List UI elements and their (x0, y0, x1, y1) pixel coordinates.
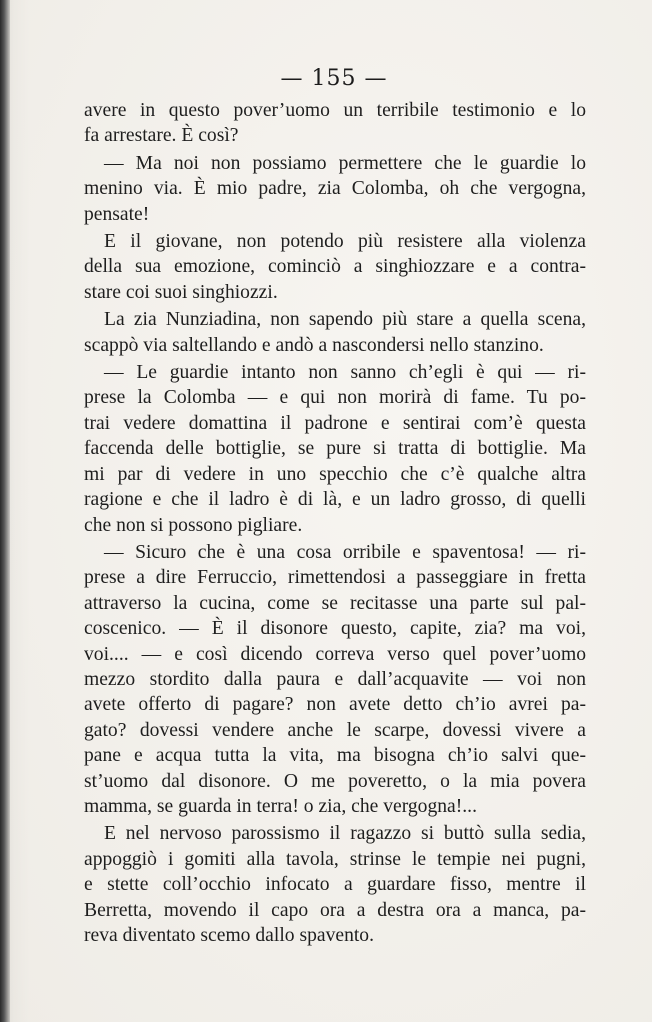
text-line: pane e acqua tutta la vita, ma bisogna ch’io salvi que- (84, 745, 586, 767)
text-line: scappò via saltellando e andò a nascondersi nello stanzino. (84, 334, 544, 356)
text-line: E nel nervoso parossismo il ragazzo si buttò sulla sedia, (104, 823, 586, 845)
paragraph (84, 98, 586, 149)
paragraph (84, 151, 586, 227)
text-line: della sua emozione, cominciò a singhiozzare e a contra- (84, 256, 586, 278)
text-line: e stette coll’occhio infocato a guardare fisso, mentre il (84, 874, 586, 896)
text-line: fa arrestare. È così? (84, 125, 239, 147)
text-line: — Sicuro che è una cosa orribile e spaventosa! — ri- (104, 541, 586, 563)
text-line: La zia Nunziadina, non sapendo più stare a quella scena, (104, 309, 586, 331)
text-line: ragione e che il ladro è di là, e un ladro grosso, di quelli (84, 489, 586, 511)
text-line: prese a dire Ferruccio, rimettendosi a passeggiare in fretta (84, 567, 586, 589)
text-line: pensate! (84, 203, 150, 225)
text-line: — Le guardie intanto non sanno ch’egli è qui — ri- (104, 362, 586, 384)
text-line: menino via. È mio padre, zia Colomba, oh che vergogna, (84, 178, 586, 200)
text-line: mezzo stordito dalla paura e dall’acquavite — voi non (84, 668, 586, 690)
text-line: mamma, se guarda in terra! o zia, che vergogna!... (84, 795, 477, 817)
paragraph (84, 821, 586, 948)
paragraph (84, 540, 586, 819)
text-line: mi par di vedere in uno specchio che c’è qualche altra (84, 463, 586, 485)
text-line: avere in questo pover’uomo un terribile testimonio e lo (84, 100, 586, 121)
text-line: st’uomo dal disonore. O me poveretto, o la mia povera (84, 770, 586, 792)
text-line: reva diventato scemo dallo spavento. (84, 925, 375, 946)
paragraph (84, 229, 586, 305)
text-line: prese la Colomba — e qui non morirà di fame. Tu po- (84, 387, 586, 409)
text-line: — Ma noi non possiamo permettere che le guardie lo (104, 152, 586, 174)
text-line: Berretta, movendo il capo ora a destra ora a manca, pa- (84, 899, 586, 921)
text-line: trai vedere domattina il padrone e sentirai com’è questa (84, 412, 586, 434)
text-line: faccenda delle bottiglie, se pure si tratta di bottiglie. Ma (84, 438, 586, 460)
text-line: gato? dovessi vendere anche le scarpe, dovessi vivere a (84, 719, 586, 741)
text-line: coscenico. — È il disonore questo, capite, zia? ma voi, (84, 618, 586, 640)
text-line: che non si possono pigliare. (84, 514, 303, 536)
page-number: — 155 — (280, 66, 388, 91)
text-line: E il giovane, non potendo più resistere alla violenza (104, 231, 586, 253)
text-line: appoggiò i gomiti alla tavola, strinse le tempie nei pugni, (84, 848, 586, 870)
paragraph (84, 307, 586, 358)
text-line: attraverso la cucina, come se recitasse una parte sul pal- (84, 592, 586, 614)
text-line: stare coi suoi singhiozzi. (84, 281, 278, 303)
text-line: voi.... — e così dicendo correva verso quel pover’uomo (84, 643, 586, 665)
page-body-text (84, 98, 586, 950)
paragraph (84, 360, 586, 538)
text-line: avete offerto di pagare? non avete detto ch’io avrei pa- (84, 694, 586, 716)
binding-edge (0, 0, 10, 1022)
